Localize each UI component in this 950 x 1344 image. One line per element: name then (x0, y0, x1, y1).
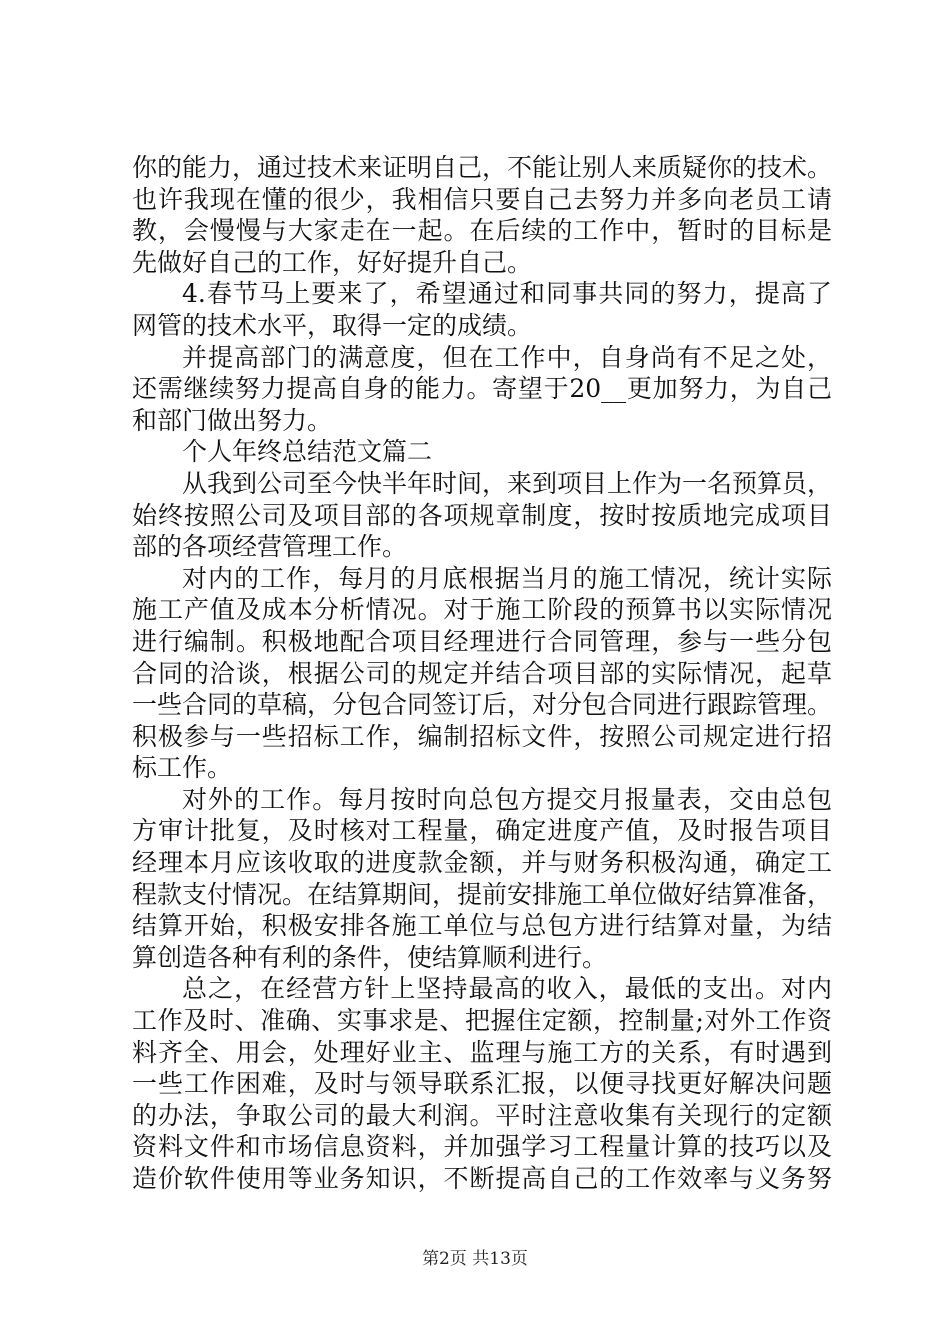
text-line: 方审计批复，及时核对工程量，确定进度产值，及时报告项目 (132, 816, 832, 846)
text-line: 对内的工作，每月的月底根据当月的施工情况，统计实际 (182, 563, 832, 593)
text-line: 进行编制。积极地配合项目经理进行合同管理，参与一些分包 (132, 626, 832, 656)
text-line: 合同的洽谈，根据公司的规定并结合项目部的实际情况，起草 (132, 658, 832, 688)
text-line: 从我到公司至今快半年时间，来到项目上作为一名预算员， (182, 468, 832, 498)
text-line: 标工作。 (132, 753, 233, 783)
text-line: 资料文件和市场信息资料，并加强学习工程量计算的技巧以及 (132, 1132, 832, 1162)
text-line: 4.春节马上要来了，希望通过和同事共同的努力，提高了 (182, 279, 832, 309)
text-line: 网管的技术水平，取得一定的成绩。 (132, 310, 533, 340)
text-line: 料齐全、用会，处理好业主、监理与施工方的关系，有时遇到 (132, 1037, 832, 1067)
text-line: 的办法，争取公司的最大利润。平时注意收集有关现行的定额 (132, 1100, 832, 1130)
text-line: 也许我现在懂的很少，我相信只要自己去努力并多向老员工请 (132, 184, 832, 214)
text-line: 并提高部门的满意度，但在工作中，自身尚有不足之处， (182, 342, 832, 372)
page-footer: 第2页 共13页 (422, 1249, 528, 1269)
text-line: 部的各项经营管理工作。 (132, 532, 408, 562)
text-line: 一些工作困难，及时与领导联系汇报，以便寻找更好解决问题 (132, 1069, 832, 1099)
text-line: 结算开始，积极安排各施工单位与总包方进行结算对量，为结 (132, 911, 832, 941)
text-line: 个人年终总结范文篇二 (182, 437, 433, 467)
text-line: 和部门做出努力。 (132, 405, 333, 435)
text-line: 经理本月应该收取的进度款金额，并与财务积极沟通，确定工 (132, 848, 832, 878)
text-line: 还需继续努力提高自身的能力。寄望于20__更加努力，为自己 (132, 374, 832, 404)
document-body (132, 152, 832, 1195)
text-line: 造价软件使用等业务知识，不断提高自己的工作效率与义务努 (132, 1164, 832, 1193)
text-line: 始终按照公司及项目部的各项规章制度，按时按质地完成项目 (132, 500, 832, 530)
text-line: 一些合同的草稿，分包合同签订后，对分包合同进行跟踪管理。 (132, 690, 832, 720)
text-line: 总之，在经营方针上坚持最高的收入，最低的支出。对内 (182, 974, 832, 1004)
text-line: 积极参与一些招标工作，编制招标文件，按照公司规定进行招 (132, 721, 832, 751)
text-line: 施工产值及成本分析情况。对于施工阶段的预算书以实际情况 (132, 595, 832, 625)
text-line: 程款支付情况。在结算期间，提前安排施工单位做好结算准备， (132, 879, 832, 909)
text-line: 教，会慢慢与大家走在一起。在后续的工作中，暂时的目标是 (132, 216, 832, 246)
text-line: 算创造各种有利的条件，使结算顺利进行。 (132, 942, 608, 972)
text-line: 对外的工作。每月按时向总包方提交月报量表，交由总包 (182, 784, 832, 814)
text-line: 工作及时、准确、实事求是、把握住定额，控制量;对外工作资 (132, 1006, 832, 1036)
text-line: 你的能力，通过技术来证明自己，不能让别人来质疑你的技术。 (132, 153, 832, 182)
text-line: 先做好自己的工作，好好提升自己。 (132, 247, 533, 277)
